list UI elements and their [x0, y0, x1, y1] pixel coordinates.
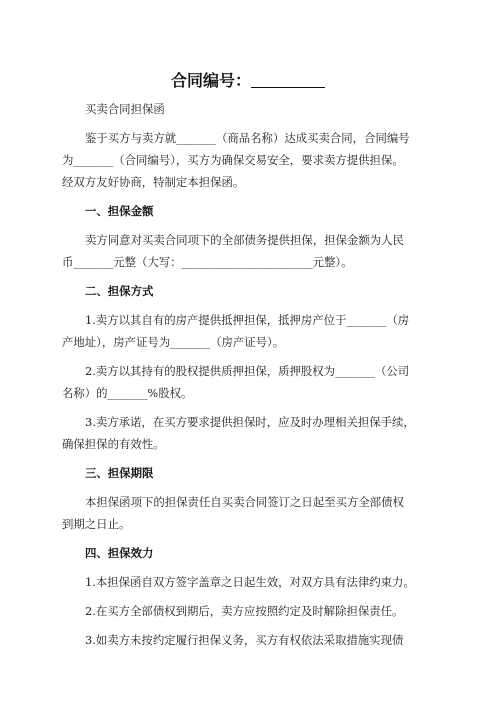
section-heading-amount: 一、担保金额	[85, 204, 154, 218]
intro-line: 为_______（合同编号），买方为确保交易安全，要求卖方提供担保。	[62, 153, 404, 167]
paragraph-line: 到期之日止。	[62, 517, 131, 531]
section-paragraph	[62, 491, 436, 535]
paragraph-line: 币_______元整（大写：_______________________元整）。	[62, 255, 353, 269]
intro-line: 经双方友好协商，特制定本担保函。	[62, 175, 245, 189]
paragraph-line: 3.卖方承诺，在买方要求提供担保时，应及时办理相关担保手续，	[85, 415, 415, 429]
section-heading-term: 三、担保期限	[85, 466, 154, 480]
section-paragraph	[62, 309, 436, 353]
paragraph-line: 产地址），房产证号为_______（房产证号）。	[62, 335, 285, 349]
contract-number-blank	[251, 73, 325, 88]
paragraph-line: 2.在买方全部债权到期后，卖方应按照约定及时解除担保责任。	[85, 604, 404, 618]
section-heading-method: 二、担保方式	[85, 284, 154, 298]
intro-paragraph	[62, 127, 436, 193]
paragraph-line: 卖方同意对买卖合同项下的全部债务提供担保，担保金额为人民	[85, 233, 404, 247]
section-paragraph	[62, 229, 436, 273]
document-body	[62, 98, 436, 651]
section-paragraph	[62, 360, 436, 404]
paragraph-line: 确保担保的有效性。	[62, 437, 165, 451]
document-subtitle: 买卖合同担保函	[85, 102, 165, 116]
paragraph-line: 本担保函项下的担保责任自买卖合同签订之日起至买方全部债权	[85, 495, 404, 509]
paragraph-line: 2.卖方以其持有的股权提供质押担保，质押股权为_______（公司	[85, 364, 410, 378]
contract-number-label: 合同编号：	[170, 71, 251, 90]
paragraph-line: 名称）的_______%股权。	[62, 386, 193, 400]
paragraph-line: 1.本担保函自双方签字盖章之日起生效，对双方具有法律约束力。	[85, 575, 415, 589]
intro-line: 鉴于买方与卖方就_______（商品名称）达成买卖合同，合同编号	[85, 131, 410, 145]
section-heading-validity: 四、担保效力	[85, 546, 154, 560]
paragraph-line: 1.卖方以其自有的房产提供抵押担保，抵押房产位于_______（房	[85, 313, 410, 327]
paragraph-line: 3.如卖方未按约定履行担保义务，买方有权依法采取措施实现债	[85, 633, 404, 647]
section-paragraph	[62, 411, 436, 455]
page-title	[0, 68, 496, 91]
